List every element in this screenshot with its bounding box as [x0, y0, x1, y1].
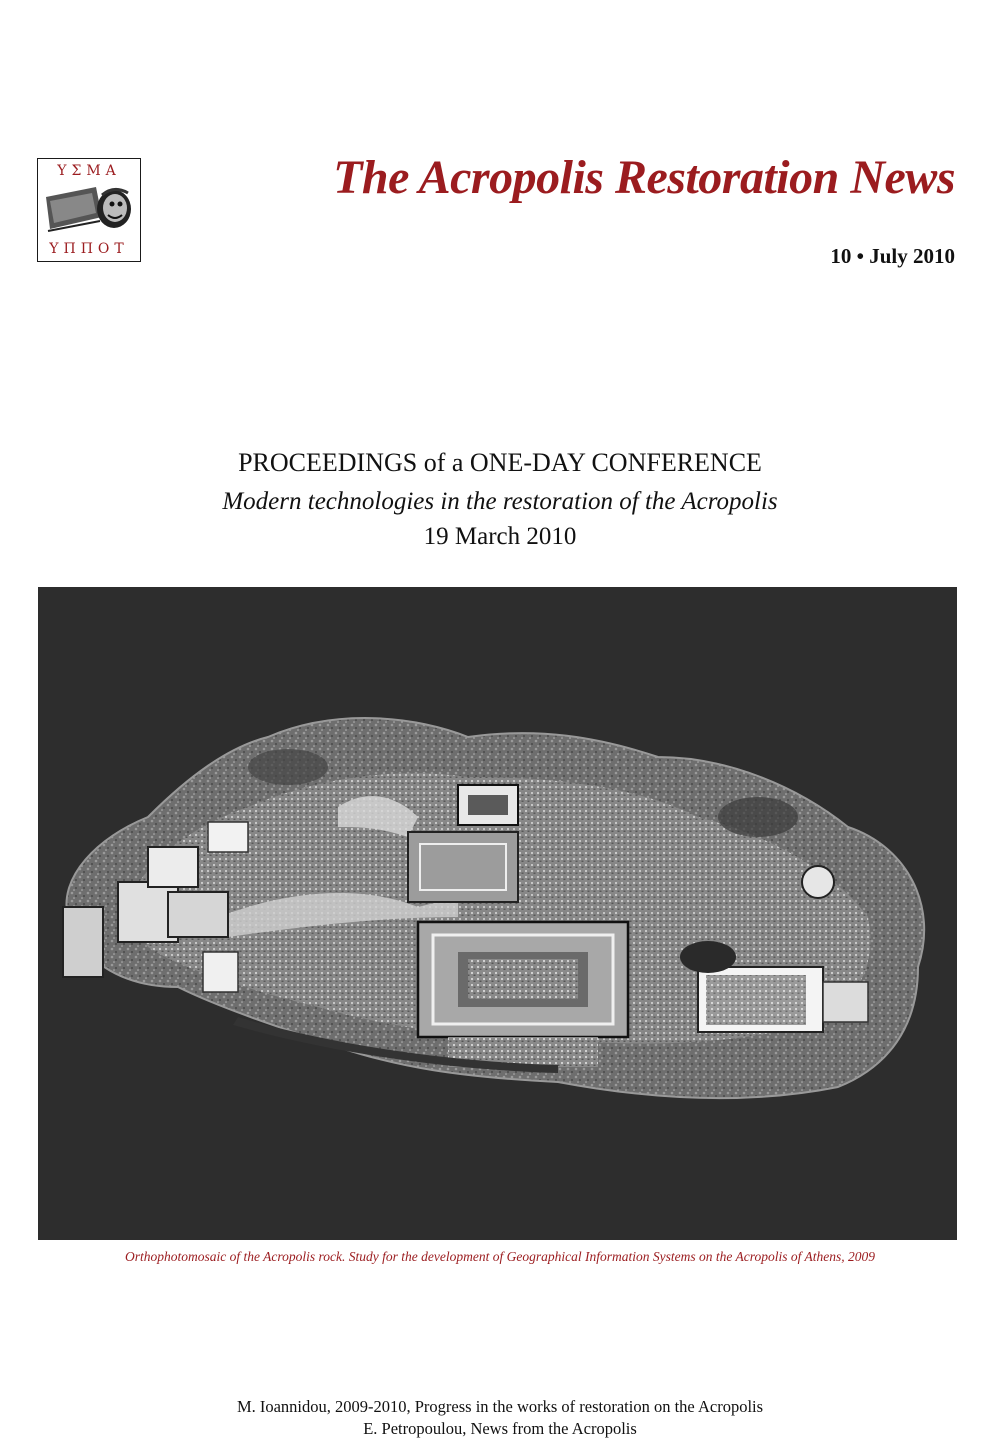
contents-item[interactable]: M. Ioannidou, 2009-2010, Progress in the works of restoration on the Acropolis: [236, 1397, 764, 1416]
issue-number-date: 10 • July 2010: [830, 244, 955, 268]
contents-item[interactable]: E. Petropoulou, News from the Acropolis: [363, 1419, 637, 1438]
publication-title: The Acropolis Restoration News: [333, 151, 955, 204]
proceedings-heading: PROCEEDINGS of a ONE-DAY CONFERENCE: [238, 448, 762, 477]
ysma-logo: [37, 158, 141, 262]
acropolis-rock-image: [38, 587, 957, 1240]
acropolis-orthophoto: [38, 587, 957, 1240]
proceedings-date: 19 March 2010: [423, 523, 577, 550]
logo-top-text: ΥΣΜΑ: [57, 163, 121, 179]
proceedings-subtitle: Modern technologies in the restoration of the Acropolis: [222, 488, 778, 515]
contents-list: [0, 1396, 1000, 1440]
lion-head-spout-icon: [42, 183, 136, 239]
logo-bottom-text: ΥΠΠΟΤ: [49, 241, 129, 257]
figure-caption: Orthophotomosaic of the Acropolis rock. Study for the development of Geographical Information Systems on the Acropolis of Athens, 2009: [125, 1249, 875, 1264]
